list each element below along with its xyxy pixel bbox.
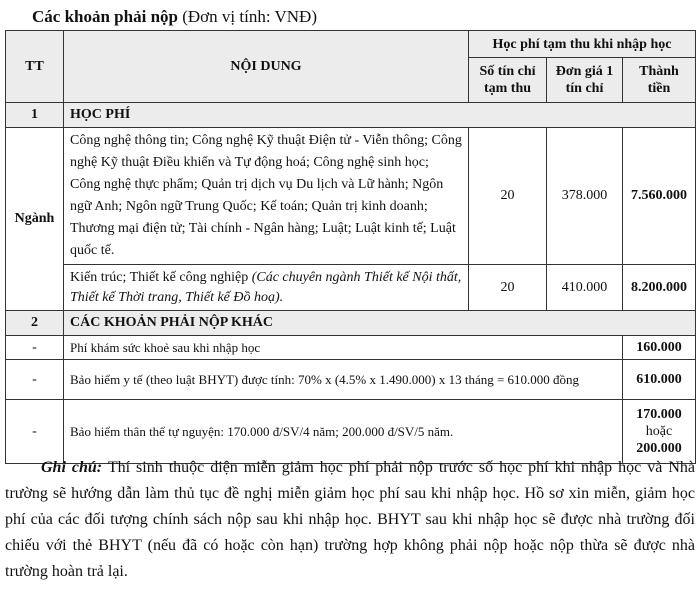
table-row [6, 128, 696, 265]
row-unit-price: 378.000 [547, 128, 623, 265]
header-group: Học phí tạm thu khi nhập học [469, 31, 696, 58]
section-title: HỌC PHÍ [64, 103, 696, 128]
heading-title: Các khoản phải nộp [32, 7, 178, 26]
row-content: Công nghệ thông tin; Công nghệ Kỹ thuật Điện tử - Viễn thông; Công nghệ Kỹ thuật Điều khiển và Tự động hoá; Công nghệ sinh học; Công nghệ thực phẩm; Quản trị dịch vụ Du lịch và Lữ hành; Ngôn ngữ Anh; Ngôn ngữ Trung Quốc; Kế toán; Quản trị kinh doanh; Thương mại điện tử; Tài chính - Ngân hàng; Luật; Luật kinh tế; Luật quốc tế. [64, 128, 469, 265]
header-row [6, 31, 696, 58]
table-row [6, 336, 696, 360]
section-number: 1 [6, 103, 64, 128]
section-heading [32, 6, 317, 28]
row-credits: 20 [469, 128, 547, 265]
row-amount [623, 400, 696, 464]
row-content: Bảo hiểm y tế (theo luật BHYT) được tính: 70% x (4.5% x 1.490.000) x 13 tháng = 610.000 đồng [64, 360, 623, 400]
section-row-tuition [6, 103, 696, 128]
header-unit-price: Đơn giá 1 tín chỉ [547, 58, 623, 103]
section-title: CÁC KHOẢN PHẢI NỘP KHÁC [64, 311, 696, 336]
row-amount-a: 170.000 [636, 407, 682, 422]
row-tt: - [6, 360, 64, 400]
row-content [64, 265, 469, 311]
section-number: 2 [6, 311, 64, 336]
row-content: Bảo hiểm thân thể tự nguyện: 170.000 đ/SV/4 năm; 200.000 đ/SV/5 năm. [64, 400, 623, 464]
note-label: Ghi chú: [41, 459, 103, 476]
major-label: Ngành [6, 128, 64, 311]
note-paragraph [5, 455, 695, 585]
row-tt: - [6, 400, 64, 464]
table-row [6, 400, 696, 464]
heading-unit: (Đơn vị tính: VNĐ) [182, 7, 317, 26]
header-content: NỘI DUNG [64, 31, 469, 103]
row-amount-b: 200.000 [636, 441, 682, 456]
row-content: Phí khám sức khoẻ sau khi nhập học [64, 336, 623, 360]
note-text: Thí sinh thuộc diện miễn giảm học phí phải nộp trước số học phí khi nhập học và Nhà trường sẽ hướng dẫn làm thủ tục đề nghị miễn giảm học phí sau khi nhập học. Hồ sơ xin miễn, giảm học phí của các đối tượng chính sách nộp sau khi nhập học. BHYT sau khi nhập học sẽ được nhà trường đối chiếu với thẻ BHYT (nếu đã có hoặc còn hạn) trường hợp không phải nộp hoặc nộp thừa sẽ được nhà trường hoàn trả lại. [5, 459, 695, 580]
row-amount: 160.000 [623, 336, 696, 360]
row-content-main: Kiến trúc; Thiết kế công nghiệp [70, 269, 249, 285]
row-amount: 7.560.000 [623, 128, 696, 265]
row-amount-or: hoặc [645, 424, 673, 439]
row-unit-price: 410.000 [547, 265, 623, 311]
header-tt: TT [6, 31, 64, 103]
header-amount: Thành tiền [623, 58, 696, 103]
header-credits: Số tín chỉ tạm thu [469, 58, 547, 103]
row-amount: 610.000 [623, 360, 696, 400]
row-tt: - [6, 336, 64, 360]
row-credits: 20 [469, 265, 547, 311]
row-amount: 8.200.000 [623, 265, 696, 311]
fees-table [5, 30, 696, 464]
section-row-other [6, 311, 696, 336]
table-row [6, 360, 696, 400]
table-row [6, 265, 696, 311]
row-content-note: (Các chuyên ngành Thiết kế Nội thất, Thiết kế Thời trang, Thiết kế Đồ hoạ). [70, 269, 462, 305]
